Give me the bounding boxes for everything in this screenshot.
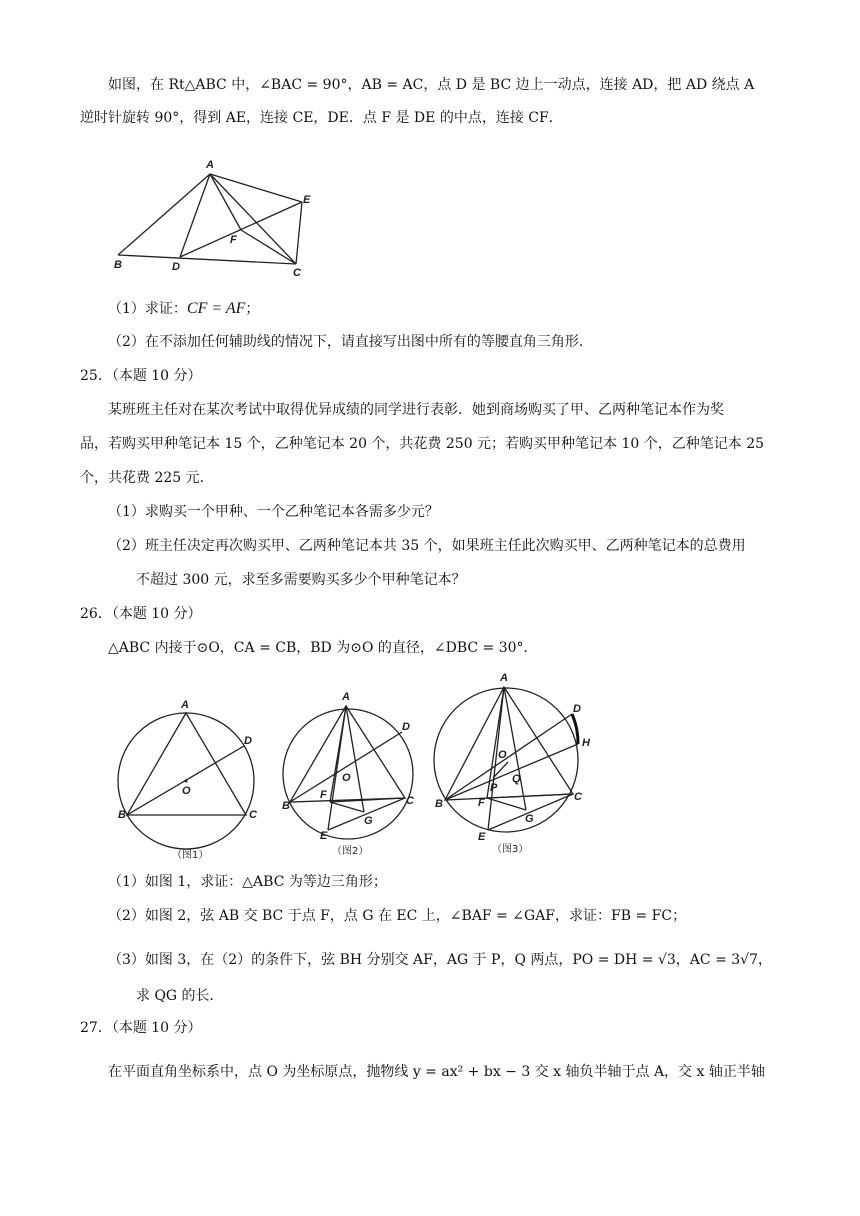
q25-line3: 个，共花费 225 元．	[80, 470, 214, 486]
triangle-ABC	[445, 687, 573, 800]
fig3-label-H: H	[582, 737, 590, 749]
q26-intro: △ABC 内接于⊙O，CA = CB，BD 为⊙O 的直径，∠DBC = 30°．	[108, 640, 538, 656]
q24-part1	[108, 299, 259, 319]
fig3-label-O: O	[498, 749, 507, 761]
fig3-label-A: A	[500, 672, 508, 684]
fig3-label-B: B	[435, 798, 443, 810]
q25-part2-line1: （2）班主任决定再次购买甲、乙两种笔记本共 35 个，如果班主任此次购买甲、乙两种笔记本的总费用	[108, 538, 746, 554]
q24-part2: （2）在不添加任何辅助线的情况下，请直接写出图中所有的等腰直角三角形．	[108, 334, 593, 350]
q25-part2-line2: 不超过 300 元，求至多需要购买多少个甲种笔记本？	[136, 572, 466, 588]
fig3-caption: （图3）	[492, 844, 529, 855]
fig2-label-C: C	[406, 795, 414, 807]
fig3-label-G: G	[525, 813, 534, 825]
label-E: E	[303, 194, 311, 206]
q26-part3-line1: （3）如图 3，在（2）的条件下，弦 BH 分别交 AF，AG 于 P，Q 两点，PO = DH = √3，AC = 3√7，	[108, 952, 772, 968]
q26-figure-1	[118, 694, 268, 864]
q26-part2: （2）如图 2，弦 AB 交 BC 于点 F，点 G 在 EC 上，∠BAF = ∠GAF，求证：FB = FC；	[108, 908, 687, 924]
q27-header: 27．（本题 10 分）	[80, 1020, 202, 1036]
label-A: A	[206, 159, 214, 171]
q24-part1-prefix: （1）求证：	[108, 301, 187, 317]
fig3-label-F: F	[478, 797, 485, 809]
label-C: C	[293, 267, 301, 279]
q27-line1: 在平面直角坐标系中，点 O 为坐标原点，抛物线 y = ax² + bx − 3 交 x 轴负半轴于点 A，交 x 轴正半轴	[108, 1064, 765, 1080]
label-F: F	[230, 234, 237, 246]
seg-FG	[330, 802, 364, 812]
fig3-label-E: E	[478, 831, 486, 843]
q24-intro-line1: 如图，在 Rt△ABC 中，∠BAC = 90°，AB = AC，点 D 是 BC 边上一动点，连接 AD，把 AD 绕点 A	[108, 77, 755, 93]
fig2-label-B: B	[282, 800, 290, 812]
q24-intro-line2: 逆时针旋转 90°，得到 AE，连接 CE，DE．点 F 是 DE 的中点，连接 CF．	[80, 110, 563, 126]
q24-part1-suffix: ；	[245, 301, 260, 317]
fig3-label-Q: Q	[512, 773, 521, 785]
fig1-label-C: C	[249, 809, 257, 821]
seg-FG	[487, 798, 526, 810]
fig3-label-C: C	[574, 791, 582, 803]
seg-AB	[118, 174, 210, 255]
q24-figure	[110, 158, 330, 278]
label-D: D	[172, 261, 180, 273]
fig1-label-D: D	[244, 735, 252, 747]
fig2-label-G: G	[364, 815, 373, 827]
q25-line2: 品，若购买甲种笔记本 15 个，乙种笔记本 20 个，共花费 250 元；若购买甲种笔记本 10 个，乙种笔记本 25	[80, 436, 765, 452]
fig2-caption: （图2）	[332, 846, 369, 857]
seg-CE	[296, 202, 302, 264]
q25-part1: （1）求购买一个甲种、一个乙种笔记本各需多少元？	[108, 504, 439, 520]
seg-FC	[487, 794, 573, 798]
fig3-label-P: P	[490, 782, 498, 794]
seg-BC	[118, 255, 296, 264]
q26-part1: （1）如图 1，求证：△ABC 为等边三角形；	[108, 874, 387, 890]
triangle-ABC	[290, 706, 405, 802]
fig2-label-D: D	[402, 721, 410, 733]
q25-header: 25．（本题 10 分）	[80, 368, 202, 384]
seg-AG	[346, 706, 364, 812]
q26-part3-line2: 求 QG 的长．	[136, 988, 224, 1004]
q26-header: 26．（本题 10 分）	[80, 606, 202, 622]
fig2-label-A: A	[342, 691, 350, 703]
fig2-label-E: E	[320, 830, 328, 842]
fig3-label-D: D	[573, 703, 581, 715]
fig2-label-F: F	[320, 789, 327, 801]
fig2-label-O: O	[342, 772, 351, 784]
diameter-BD	[445, 714, 572, 800]
q26-figure-2	[280, 688, 430, 858]
label-B: B	[114, 259, 122, 271]
q25-line1: 某班班主任对在某次考试中取得优异成绩的同学进行表彰．她到商场购买了甲、乙两种笔记本作为奖	[108, 402, 724, 418]
q24-part1-formula: CF = AF	[186, 300, 246, 317]
q26-figure-3	[432, 672, 592, 858]
fig1-label-A: A	[181, 699, 189, 711]
fig1-caption: （图1）	[172, 850, 209, 861]
seg-AG	[504, 687, 526, 810]
fig1-label-O: O	[182, 785, 191, 797]
fig1-label-B: B	[118, 809, 126, 821]
center-O-dot	[185, 780, 188, 783]
